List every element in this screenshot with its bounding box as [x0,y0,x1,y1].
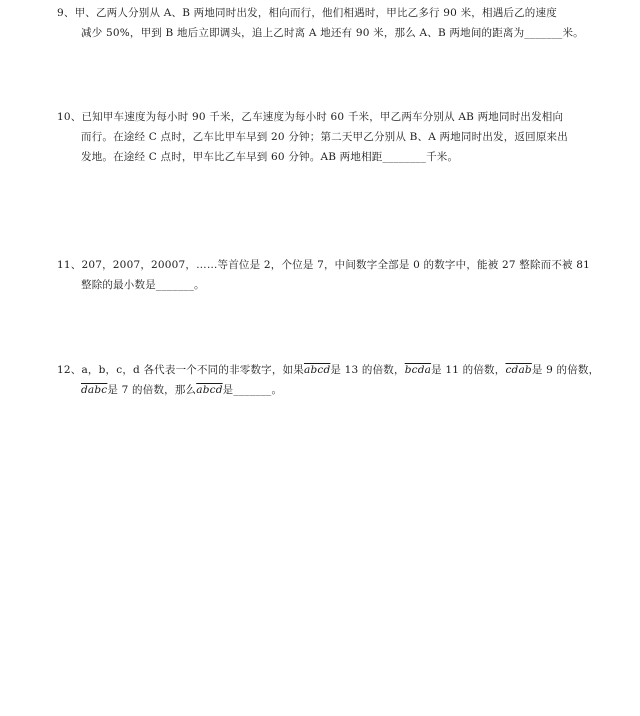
problem-10-line-1: 10、已知甲车速度为每小时 90 千米，乙车速度为每小时 60 千米，甲乙两车分别从 AB 两地同时出发相向 [57,111,564,123]
problem-9 [57,3,585,43]
problem-10-line-2: 而行。在途经 C 点时，乙车比甲车早到 20 分钟；第二天甲乙分别从 B、A 两地同时出发，返回原来出 [81,131,568,143]
overline-number-cdab: cdab [505,364,532,376]
problem-11 [57,255,591,295]
problem-12 [57,360,600,400]
problem-12-text-c: 是 11 的倍数， [431,364,506,376]
overline-number-abcd: abcd [303,364,331,376]
overline-number-bcda: bcda [404,364,432,376]
problem-12-line-2 [57,380,585,400]
problem-12-text-d: 是 9 的倍数， [531,364,600,376]
overline-number-dabc: dabc [81,384,108,396]
problem-9-line-1: 9、甲、乙两人分别从 A、B 两地同时出发，相向而行，他们相遇时，甲比乙多行 90 米，相遇后乙的速度 [57,7,557,19]
problem-12-text-f: 是_______。 [222,384,283,396]
problem-12-text-e: 是 7 的倍数，那么 [107,384,197,396]
problem-12-text-a: 12、a，b，c，d 各代表一个不同的非零数字，如果 [57,364,304,376]
problem-10-line-3: 发地。在途经 C 点时，甲车比乙车早到 60 分钟。AB 两地相距________千米。 [81,151,459,163]
problem-10 [57,107,585,167]
problem-12-text-b: 是 13 的倍数， [330,364,405,376]
problem-12-line-1 [57,360,600,380]
overline-number-abcd-2: abcd [196,384,223,396]
problem-11-line-2: 整除的最小数是_______。 [81,279,205,291]
problem-11-line-1: 11、207，2007，20007，……等首位是 2，个位是 7，中间数字全部是 0 的数字中，能被 27 整除而不被 81 [57,259,591,271]
problem-9-line-2: 减少 50%，甲到 B 地后立即调头，追上乙时离 A 地还有 90 米，那么 A、B 两地间的距离为_______米。 [81,27,584,39]
